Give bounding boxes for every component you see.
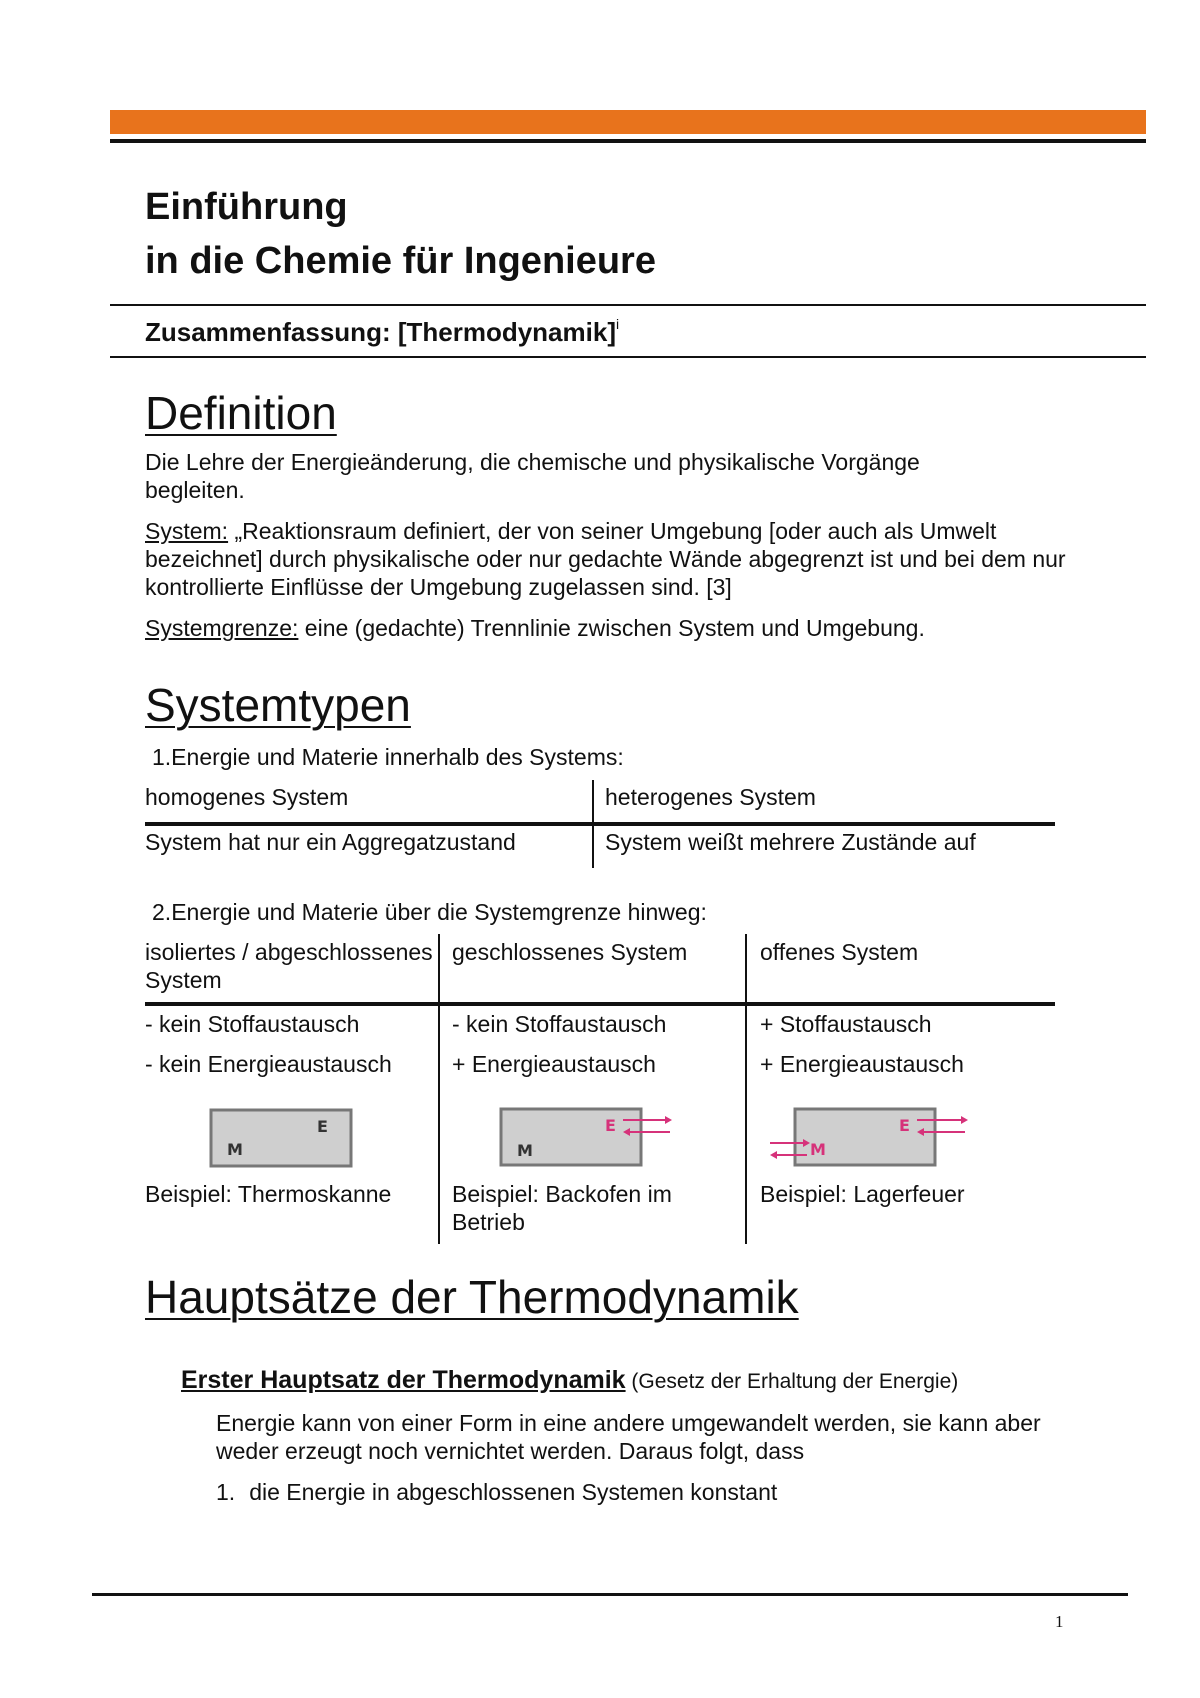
table1-header-rule [145, 822, 1055, 826]
definition-text: Die Lehre der Energieänderung, die chemische und physikalische Vorgänge begleiten. [145, 449, 920, 503]
table2-beispiel-isoliert: Beispiel: Thermoskanne [145, 1181, 392, 1207]
systemgrenze-label: Systemgrenze: [145, 615, 299, 641]
erster-hauptsatz-title: Erster Hauptsatz der Thermodynamik [181, 1366, 626, 1394]
title-rule [110, 304, 1146, 306]
diagram2-m-label: M [517, 1141, 533, 1160]
table2-stoff-offen: + Stoffaustausch [760, 1011, 932, 1037]
header-accent-bar [110, 110, 1146, 134]
table1-header-heterogen: heterogenes System [605, 784, 816, 810]
erster-hauptsatz-text: Energie kann von einer Form in eine andere umgewandelt werden, sie kann aber weder erzeugt noch vernichtet werden. Daraus folgt, dass [216, 1410, 1041, 1464]
systemtypen-list-item-1: 1.Energie und Materie innerhalb des Systems: [152, 744, 624, 770]
subtitle-text: Zusammenfassung: [Thermodynamik] [145, 317, 616, 347]
diagram1-e-label: E [317, 1117, 328, 1136]
table2-header-rule [145, 1002, 1055, 1006]
erster-hauptsatz-heading [181, 1366, 958, 1395]
table2-column-divider-1 [438, 934, 440, 1244]
erster-hauptsatz-list-item-1 [216, 1478, 777, 1506]
table2-header-geschlossen: geschlossenes System [452, 939, 688, 965]
table2-beispiel-offen: Beispiel: Lagerfeuer [760, 1181, 965, 1207]
subtitle-rule [110, 356, 1146, 358]
table2-beispiel-geschlossen: Beispiel: Backofen im Betrieb [452, 1181, 672, 1235]
diagram1-m-label: M [227, 1140, 243, 1159]
system-label: System: [145, 518, 229, 544]
diagram-isoliertes-system [205, 1105, 355, 1171]
table1-cell-heterogen: System weißt mehrere Zustände auf [605, 829, 976, 855]
systemgrenze-text: eine (gedachte) Trennlinie zwischen System und Umgebung. [298, 615, 925, 641]
table1-header-homogen: homogenes System [145, 784, 349, 810]
systemgrenze-definition [145, 614, 1075, 642]
diagram-offenes-system [765, 1103, 975, 1175]
header-rule [110, 139, 1146, 143]
table2-energie-isoliert: - kein Energieaustausch [145, 1051, 392, 1077]
diagram3-e-label: E [899, 1116, 910, 1135]
title-line-2: in die Chemie für Ingenieure [145, 240, 656, 282]
table2-stoff-isoliert: - kein Stoffaustausch [145, 1011, 360, 1037]
title-line-1: Einführung [145, 186, 348, 228]
erster-hauptsatz-subtitle: (Gesetz der Erhaltung der Energie) [625, 1370, 959, 1393]
hauptsaetze-heading: Hauptsätze der Thermodynamik [145, 1271, 799, 1323]
table1-cell-homogen: System hat nur ein Aggregatzustand [145, 829, 516, 855]
subtitle-footnote-mark[interactable]: i [615, 316, 620, 332]
system-definition [145, 517, 1075, 601]
list-item-2-number: 2. [152, 899, 172, 925]
list-item-text: die Energie in abgeschlossenen Systemen konstant [249, 1479, 778, 1505]
document-title [145, 180, 656, 288]
table2-stoff-geschlossen: - kein Stoffaustausch [452, 1011, 667, 1037]
system-text: „Reaktionsraum definiert, der von seiner Umgebung [oder auch als Umwelt bezeichnet] durch physikalische oder nur gedachte Wände abgegrenzt ist und bei dem nur kontrollierte Einflüsse der Umgebung zugelassen sind. [3] [145, 518, 1066, 600]
diagram2-e-label: E [605, 1116, 616, 1135]
table2-energie-offen: + Energieaustausch [760, 1051, 964, 1077]
table1-column-divider [592, 780, 594, 868]
list-item-2-text: Energie und Materie über die Systemgrenze hinweg: [171, 899, 707, 925]
table2-header-isoliert: isoliertes / abgeschlossenes System [145, 939, 433, 993]
diagram3-m-label: M [810, 1140, 826, 1159]
systemtypen-heading: Systemtypen [145, 679, 411, 731]
document-subtitle [145, 316, 619, 348]
table2-column-divider-2 [745, 934, 747, 1244]
diagram-geschlossenes-system [495, 1103, 675, 1173]
systemtypen-list-item-2 [152, 898, 707, 926]
list-item-number: 1. [216, 1479, 236, 1505]
table2-header-offen: offenes System [760, 939, 919, 965]
definition-heading: Definition [145, 387, 337, 439]
page-number: 1 [1055, 1612, 1064, 1631]
table2-energie-geschlossen: + Energieaustausch [452, 1051, 656, 1077]
footer-rule [92, 1593, 1128, 1596]
